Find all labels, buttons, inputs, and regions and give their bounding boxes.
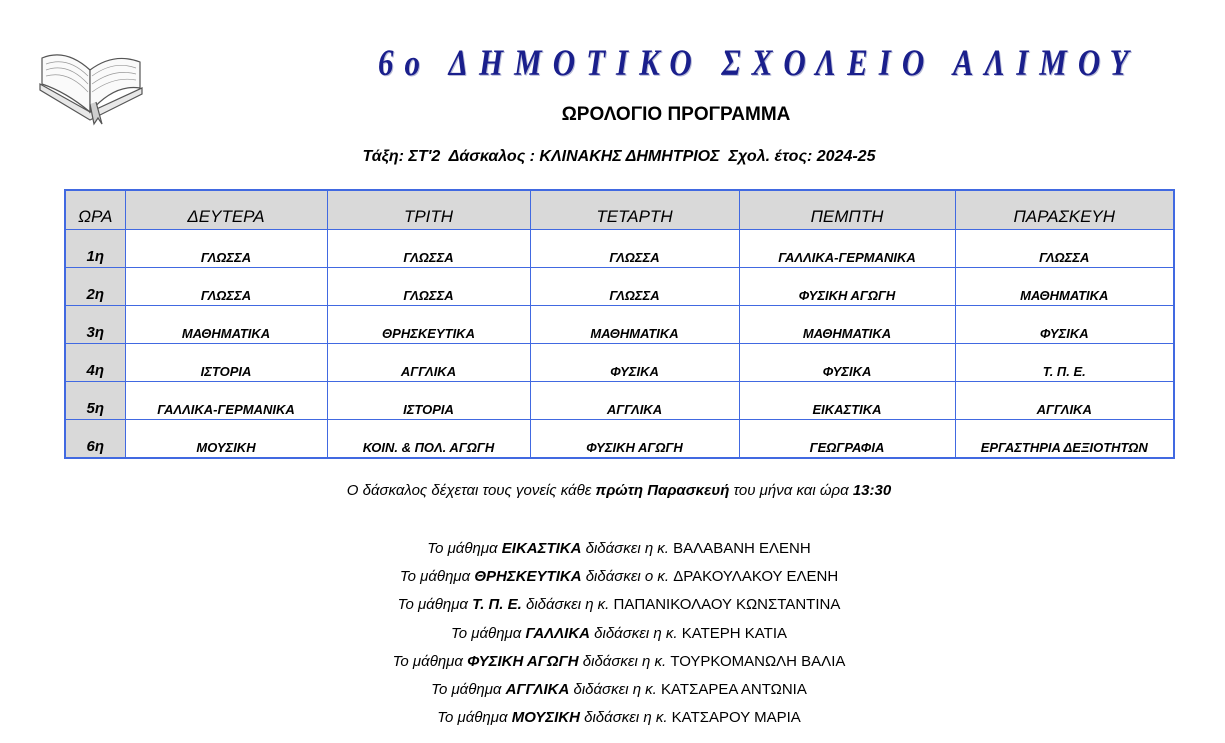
teacher-line-verb: διδάσκει η κ. xyxy=(579,709,672,727)
table-row xyxy=(65,268,1174,306)
teacher-line-subject: ΓΑΛΛΙΚΑ xyxy=(525,624,590,642)
teacher-line-subject: ΑΓΓΛΙΚΑ xyxy=(505,680,570,698)
period-cell: 6η xyxy=(65,420,125,459)
teacher-line-subject: ΕΙΚΑΣΤΙΚΑ xyxy=(501,540,582,557)
table-row xyxy=(65,344,1174,382)
subject-cell: ΦΥΣΙΚΑ xyxy=(530,344,739,382)
header-row xyxy=(65,190,1174,230)
teacher-line-prefix: Το μάθημα xyxy=(397,596,473,614)
period-cell: 5η xyxy=(65,382,125,420)
period-cell: 1η xyxy=(65,230,125,268)
header-friday: ΠΑΡΑΣΚΕΥΗ xyxy=(955,190,1174,230)
teacher-list xyxy=(0,538,1225,735)
teacher-line-verb: διδάσκει η κ. xyxy=(590,624,682,642)
teacher-line-prefix: Το μάθημα xyxy=(437,709,512,727)
subject-cell: ΜΟΥΣΙΚΗ xyxy=(125,420,327,459)
timetable xyxy=(64,189,1175,459)
teacher-line-verb: διδάσκει ο κ. xyxy=(581,568,674,586)
teacher-line-prefix: Το μάθημα xyxy=(399,568,475,586)
teacher-line xyxy=(0,594,1225,622)
note-day: πρώτη Παρασκευή xyxy=(595,482,730,499)
teacher-line-subject: Τ. Π. Ε. xyxy=(472,596,522,614)
teacher-line-subject: ΦΥΣΙΚΗ ΑΓΩΓΗ xyxy=(467,652,579,670)
subject-cell: ΓΛΩΣΣΑ xyxy=(125,230,327,268)
header-tuesday: ΤΡΙΤΗ xyxy=(327,190,530,230)
subject-cell: ΜΑΘΗΜΑΤΙΚΑ xyxy=(739,306,955,344)
subject-cell: ΓΛΩΣΣΑ xyxy=(125,268,327,306)
teacher-line xyxy=(0,679,1225,707)
subject-cell: ΓΛΩΣΣΑ xyxy=(530,268,739,306)
subject-cell: ΓΕΩΓΡΑΦΙΑ xyxy=(739,420,955,459)
teacher-line-prefix: Το μάθημα xyxy=(392,652,468,670)
teacher-line-name: ΒΑΛΑΒΑΝΗ ΕΛΕΝΗ xyxy=(673,540,811,557)
school-title: 6ο ΔΗΜΟΤΙΚΟ ΣΧΟΛΕΙΟ ΑΛΙΜΟΥ xyxy=(378,42,1140,84)
subject-cell: ΑΓΓΛΙΚΑ xyxy=(530,382,739,420)
teacher-line-name: ΔΡΑΚΟΥΛΑΚΟΥ ΕΛΕΝΗ xyxy=(673,568,839,586)
period-cell: 3η xyxy=(65,306,125,344)
header-period: ΩΡΑ xyxy=(65,190,125,230)
subject-cell: ΓΛΩΣΣΑ xyxy=(530,230,739,268)
subject-cell: ΓΑΛΛΙΚΑ-ΓΕΡΜΑΝΙΚΑ xyxy=(739,230,955,268)
subject-cell: ΚΟΙΝ. & ΠΟΛ. ΑΓΩΓΗ xyxy=(327,420,530,459)
subject-cell: ΜΑΘΗΜΑΤΙΚΑ xyxy=(955,268,1174,306)
subject-cell: ΜΑΘΗΜΑΤΙΚΑ xyxy=(125,306,327,344)
period-cell: 2η xyxy=(65,268,125,306)
program-title: ΩΡΟΛΟΓΙΟ ΠΡΟΓΡΑΜΜΑ xyxy=(561,104,791,125)
subject-cell: ΓΛΩΣΣΑ xyxy=(327,268,530,306)
teacher-line-subject: ΘΡΗΣΚΕΥΤΙΚΑ xyxy=(474,568,582,586)
subject-cell: ΕΡΓΑΣΤΗΡΙΑ ΔΕΞΙΟΤΗΤΩΝ xyxy=(955,420,1174,459)
subject-cell: ΑΓΓΛΙΚΑ xyxy=(327,344,530,382)
subject-cell: ΓΑΛΛΙΚΑ-ΓΕΡΜΑΝΙΚΑ xyxy=(125,382,327,420)
header-thursday: ΠΕΜΠΤΗ xyxy=(739,190,955,230)
subject-cell: ΕΙΚΑΣΤΙΚΑ xyxy=(739,382,955,420)
subject-cell: ΙΣΤΟΡΙΑ xyxy=(327,382,530,420)
subject-cell: ΓΛΩΣΣΑ xyxy=(955,230,1174,268)
subject-cell: ΓΛΩΣΣΑ xyxy=(327,230,530,268)
note-text-before: Ο δάσκαλος δέχεται τους γονείς κάθε xyxy=(346,482,596,499)
teacher-line-verb: διδάσκει η κ. xyxy=(581,540,674,557)
subject-cell: ΦΥΣΙΚΑ xyxy=(955,306,1174,344)
teacher-line-name: ΠΑΠΑΝΙΚΟΛΑΟΥ ΚΩΝΣΤΑΝΤΙΝΑ xyxy=(613,596,841,614)
note-text-middle: του μήνα και ώρα xyxy=(729,482,853,499)
teacher-line-name: ΚΑΤΕΡΗ ΚΑΤΙΑ xyxy=(681,624,788,642)
teacher-line xyxy=(0,623,1225,651)
teacher-line-verb: διδάσκει η κ. xyxy=(521,596,614,614)
subject-cell: ΘΡΗΣΚΕΥΤΙΚΑ xyxy=(327,306,530,344)
teacher-line-prefix: Το μάθημα xyxy=(427,540,502,557)
subject-cell: ΦΥΣΙΚΑ xyxy=(739,344,955,382)
teacher-line-verb: διδάσκει η κ. xyxy=(569,680,662,698)
table-row xyxy=(65,382,1174,420)
teacher-line-name: ΚΑΤΣΑΡΕΑ ΑΝΤΩΝΙΑ xyxy=(661,680,807,698)
teacher-line xyxy=(0,538,1225,566)
subject-cell: ΜΑΘΗΜΑΤΙΚΑ xyxy=(530,306,739,344)
subject-cell: Τ. Π. Ε. xyxy=(955,344,1174,382)
subject-cell: ΦΥΣΙΚΗ ΑΓΩΓΗ xyxy=(530,420,739,459)
header-wednesday: ΤΕΤΑΡΤΗ xyxy=(530,190,739,230)
subject-cell: ΦΥΣΙΚΗ ΑΓΩΓΗ xyxy=(739,268,955,306)
teacher-line-subject: ΜΟΥΣΙΚΗ xyxy=(511,709,580,727)
teacher-line-prefix: Το μάθημα xyxy=(431,680,506,698)
teacher-line-prefix: Το μάθημα xyxy=(450,624,526,642)
teacher-line xyxy=(0,707,1225,735)
subject-cell: ΙΣΤΟΡΙΑ xyxy=(125,344,327,382)
table-row xyxy=(65,306,1174,344)
table-row xyxy=(65,420,1174,459)
teacher-line xyxy=(0,651,1225,679)
teacher-line xyxy=(0,566,1225,594)
teacher-line-verb: διδάσκει η κ. xyxy=(578,652,671,670)
parents-meeting-note xyxy=(0,482,1225,499)
subject-cell: ΑΓΓΛΙΚΑ xyxy=(955,382,1174,420)
period-cell: 4η xyxy=(65,344,125,382)
teacher-line-name: ΚΑΤΣΑΡΟΥ ΜΑΡΙΑ xyxy=(671,709,801,727)
table-row xyxy=(65,230,1174,268)
note-time: 13:30 xyxy=(852,482,892,499)
teacher-line-name: ΤΟΥΡΚΟΜΑΝΩΛΗ ΒΑΛΙΑ xyxy=(670,652,846,670)
class-info-line: Τάξη: ΣΤ'2 Δάσκαλος : ΚΛΙΝΑΚΗΣ ΔΗΜΗΤΡΙΟΣ Σχολ. έτος: 2024-25 xyxy=(362,148,876,165)
header-monday: ΔΕΥΤΕΡΑ xyxy=(125,190,327,230)
